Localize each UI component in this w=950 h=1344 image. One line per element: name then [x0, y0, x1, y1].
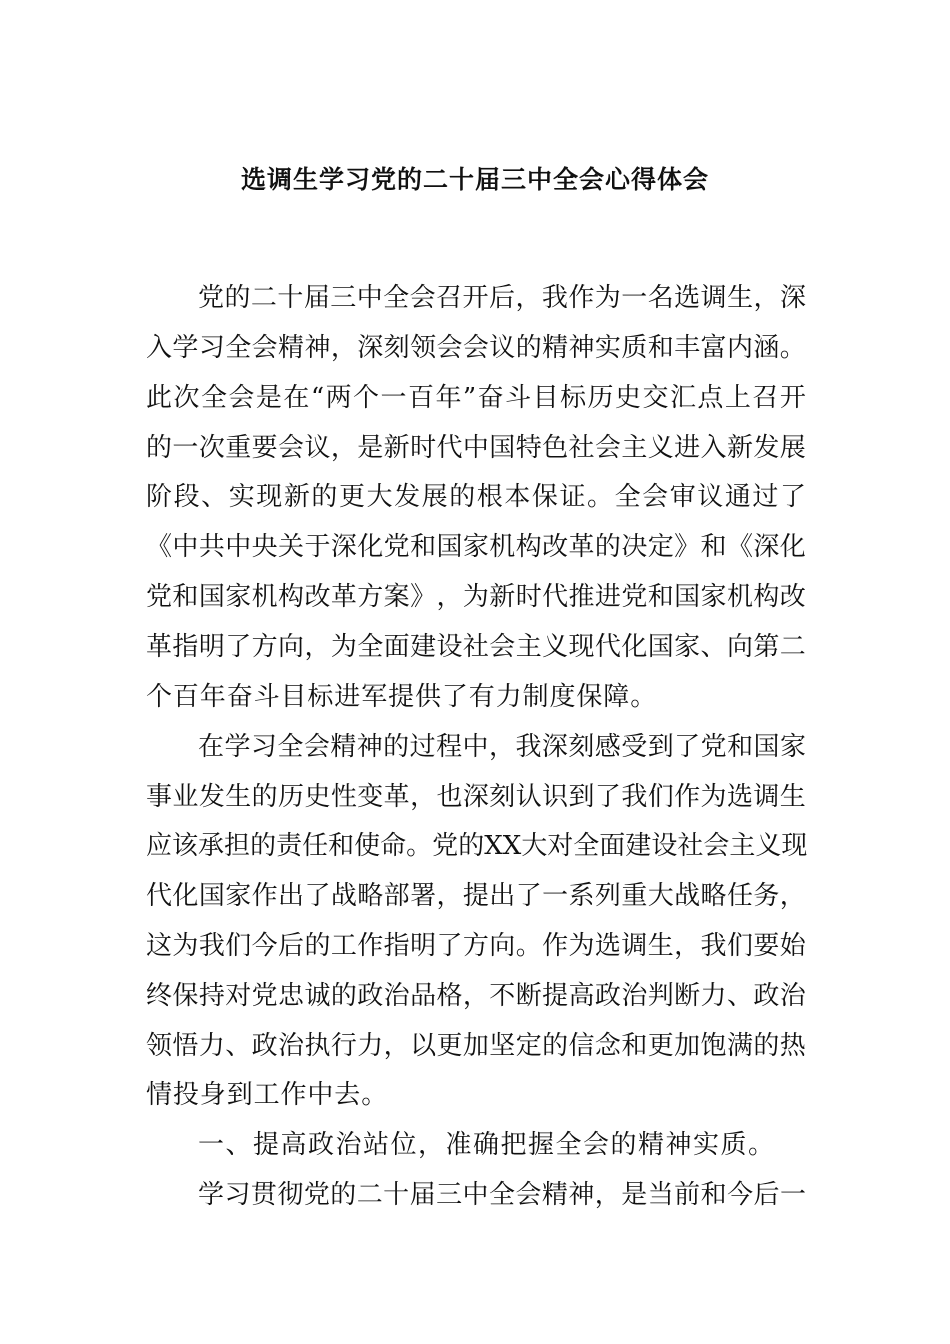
- paragraph-line: 在 学 习 全 会 精 神 的 过 程 中 ， 我 深 刻 感 受 到 了 党 和 国 家: [198, 732, 806, 762]
- document-title: 选调生学习党的二十届三中全会心得体会: [240, 165, 709, 194]
- paragraph-line: 领 悟 力 、 政 治 执 行 力 ， 以 更 加 坚 定 的 信 念 和 更 加 饱 满 的 热: [146, 1031, 806, 1061]
- paragraph-line: 代 化 国 家 作 出 了 战 略 部 署 ， 提 出 了 一 系 列 重 大 战 略 任 务 ，: [146, 881, 806, 911]
- paragraph-line: 个百年奋斗目标进军提供了有力制度保障。: [146, 682, 658, 712]
- paragraph-line: 党 的 二 十 届 三 中 全 会 召 开 后 ， 我 作 为 一 名 选 调 生 ， 深: [198, 283, 806, 313]
- paragraph-line: 党 和 国 家 机 构 改 革 方 案 》 ， 为 新 时 代 推 进 党 和 国 家 机 构 改: [146, 582, 806, 612]
- paragraph-line: 《 中 共 中 央 关 于 深 化 党 和 国 家 机 构 改 革 的 决 定 》 和 《 深 化: [146, 532, 806, 562]
- paragraph-line: 这 为 我 们 今 后 的 工 作 指 明 了 方 向 。 作 为 选 调 生 ， 我 们 要 始: [146, 931, 806, 961]
- paragraph-line: 革 指 明 了 方 向 ， 为 全 面 建 设 社 会 主 义 现 代 化 国 家 、 向 第 二: [146, 632, 806, 662]
- paragraph-line: 阶 段 、 实 现 新 的 更 大 发 展 的 根 本 保 证 。 全 会 审 议 通 过 了: [146, 482, 806, 512]
- paragraph-line: 情投身到工作中去。: [146, 1080, 389, 1110]
- section-heading: 一、提高政治站位，准确把握全会的精神实质。: [198, 1130, 776, 1160]
- paragraph-line: 此 次 全 会 是 在 “ 两 个 一 百 年 ” 奋 斗 目 标 历 史 交 汇 点 上 召 开: [146, 383, 806, 413]
- paragraph-line: 终 保 持 对 党 忠 诚 的 政 治 品 格 ， 不 断 提 高 政 治 判 断 力 、 政 治: [146, 981, 806, 1011]
- paragraph-line: 事 业 发 生 的 历 史 性 变 革 ， 也 深 刻 认 识 到 了 我 们 作 为 选 调 生: [146, 782, 806, 812]
- paragraph-line: 应 该 承 担 的 责 任 和 使 命 。 党 的 X X 大 对 全 面 建 设 社 会 主 义 现: [146, 831, 808, 861]
- paragraph-line: 入 学 习 全 会 精 神 ， 深 刻 领 会 会 议 的 精 神 实 质 和 丰 富 内 涵 。: [146, 333, 806, 363]
- paragraph-line: 的 一 次 重 要 会 议 ， 是 新 时 代 中 国 特 色 社 会 主 义 进 入 新 发 展: [146, 433, 806, 463]
- paragraph-line: 学 习 贯 彻 党 的 二 十 届 三 中 全 会 精 神 ， 是 当 前 和 今 后 一: [198, 1180, 806, 1210]
